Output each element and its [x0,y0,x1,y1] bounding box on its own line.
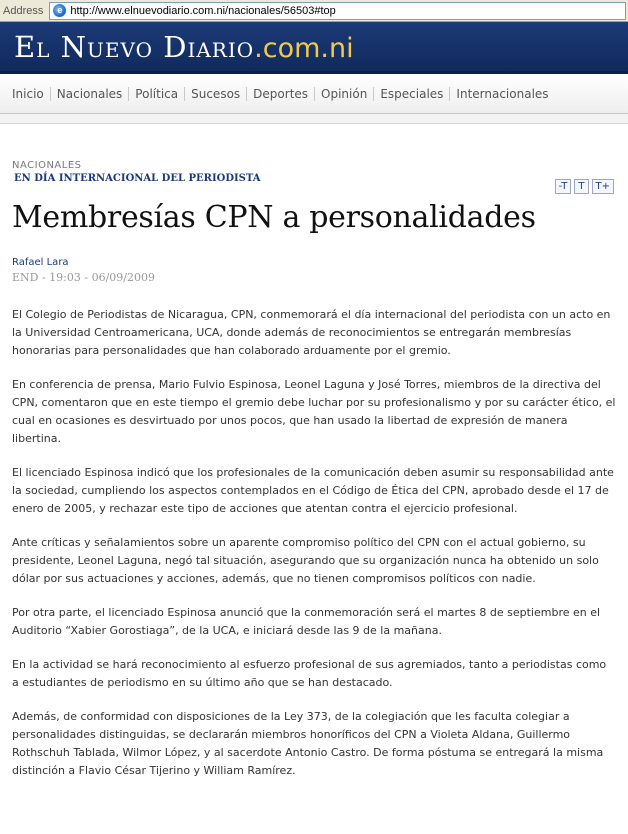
article-paragraph: En la actividad se hará reconocimiento al esfuerzo profesional de sus agremiados, tanto a periodistas como a estudiantes de periodismo en su último año que se han destacado. [12,658,607,689]
article-author[interactable]: Rafael Lara [12,257,69,268]
ie-page-icon: e [53,4,66,17]
address-input[interactable] [49,2,626,20]
article-body [12,306,616,780]
article-paragraph: El licenciado Espinosa indicó que los profesionales de la comunicación deben asumir su responsabilidad ante la sociedad, cumpliendo los aspectos contemplados en el Código de Ética del CPN, aprobado desde el 17 de enero de 2005, y rechazar este tipo de acciones que atentan contra el ejercicio profesional. [12,466,614,515]
site-logo[interactable] [14,30,354,64]
address-bar [0,0,628,22]
article-kicker: EN DÍA INTERNACIONAL DEL PERIODISTA [14,173,261,184]
text-size-controls [555,179,614,194]
nav-item-deportes[interactable]: Deportes [247,87,315,101]
nav-item-especiales[interactable]: Especiales [374,87,450,101]
logo-domain: .com.ni [254,32,354,64]
article-dateline: END - 19:03 - 06/09/2009 [12,271,155,284]
nav-item-opinion[interactable]: Opinión [315,87,374,101]
logo-main: El Nuevo Diario [14,29,255,64]
nav-item-inicio[interactable]: Inicio [6,87,51,101]
text-size-decrease-button[interactable]: -T [555,179,572,194]
site-header [0,22,628,74]
section-label[interactable]: NACIONALES [12,160,82,171]
text-size-normal-button[interactable]: T [574,179,588,194]
nav-divider [0,114,628,124]
article [0,160,628,780]
nav-item-nacionales[interactable]: Nacionales [51,87,130,101]
nav-item-sucesos[interactable]: Sucesos [185,87,247,101]
article-headline: Membresías CPN a personalidades [12,200,536,235]
address-label: Address [3,4,44,17]
text-size-increase-button[interactable]: T+ [592,179,615,194]
article-paragraph: Además, de conformidad con disposiciones de la Ley 373, de la colegiación que les faculta colegiar a personalidades distinguidas, se declararán miembros honoríficos del CPN a Violeta Aldana, Guillermo Rothschuh Tablada, Wilmor López, y al sacerdote Antonio Castro. De forma póstuma se entregará la misma distinción a Flavio César Tijerino y William Ramírez. [12,710,604,777]
nav-item-politica[interactable]: Política [129,87,185,101]
article-paragraph: Por otra parte, el licenciado Espinosa anunció que la conmemoración será el martes 8 de septiembre en el Auditorio “Xabier Gorostiaga”, de la UCA, e iniciará desde las 9 de la mañana. [12,606,601,637]
article-paragraph: En conferencia de prensa, Mario Fulvio Espinosa, Leonel Laguna y José Torres, miembros de la directiva del CPN, comentaron que en este tiempo el gremio debe luchar por su profesionalismo y por su carácter ético, el cual en ocasiones es desvirtuado por unos pocos, que han usado la libertad de expresión de manera libertina. [12,378,616,445]
article-paragraph: El Colegio de Periodistas de Nicaragua, CPN, conmemorará el día internacional del periodista con un acto en la Universidad Centroamericana, UCA, donde además de reconocimientos se entregarán membresías honorarias para personalidades que han colaborado arduamente por el gremio. [12,308,611,357]
address-url[interactable]: http://www.elnuevodiario.com.ni/nacionales/56503#top [70,4,336,17]
nav-item-internacionales[interactable]: Internacionales [456,86,549,101]
article-paragraph: Ante críticas y señalamientos sobre un aparente compromiso político del CPN con el actual gobierno, su presidente, Leonel Laguna, negó tal situación, asegurando que su organización nunca ha obtenido un solo dólar por sus actuaciones y acciones, además, que no tienen compromisos políticos con nadie. [12,536,599,585]
main-nav [0,74,628,114]
